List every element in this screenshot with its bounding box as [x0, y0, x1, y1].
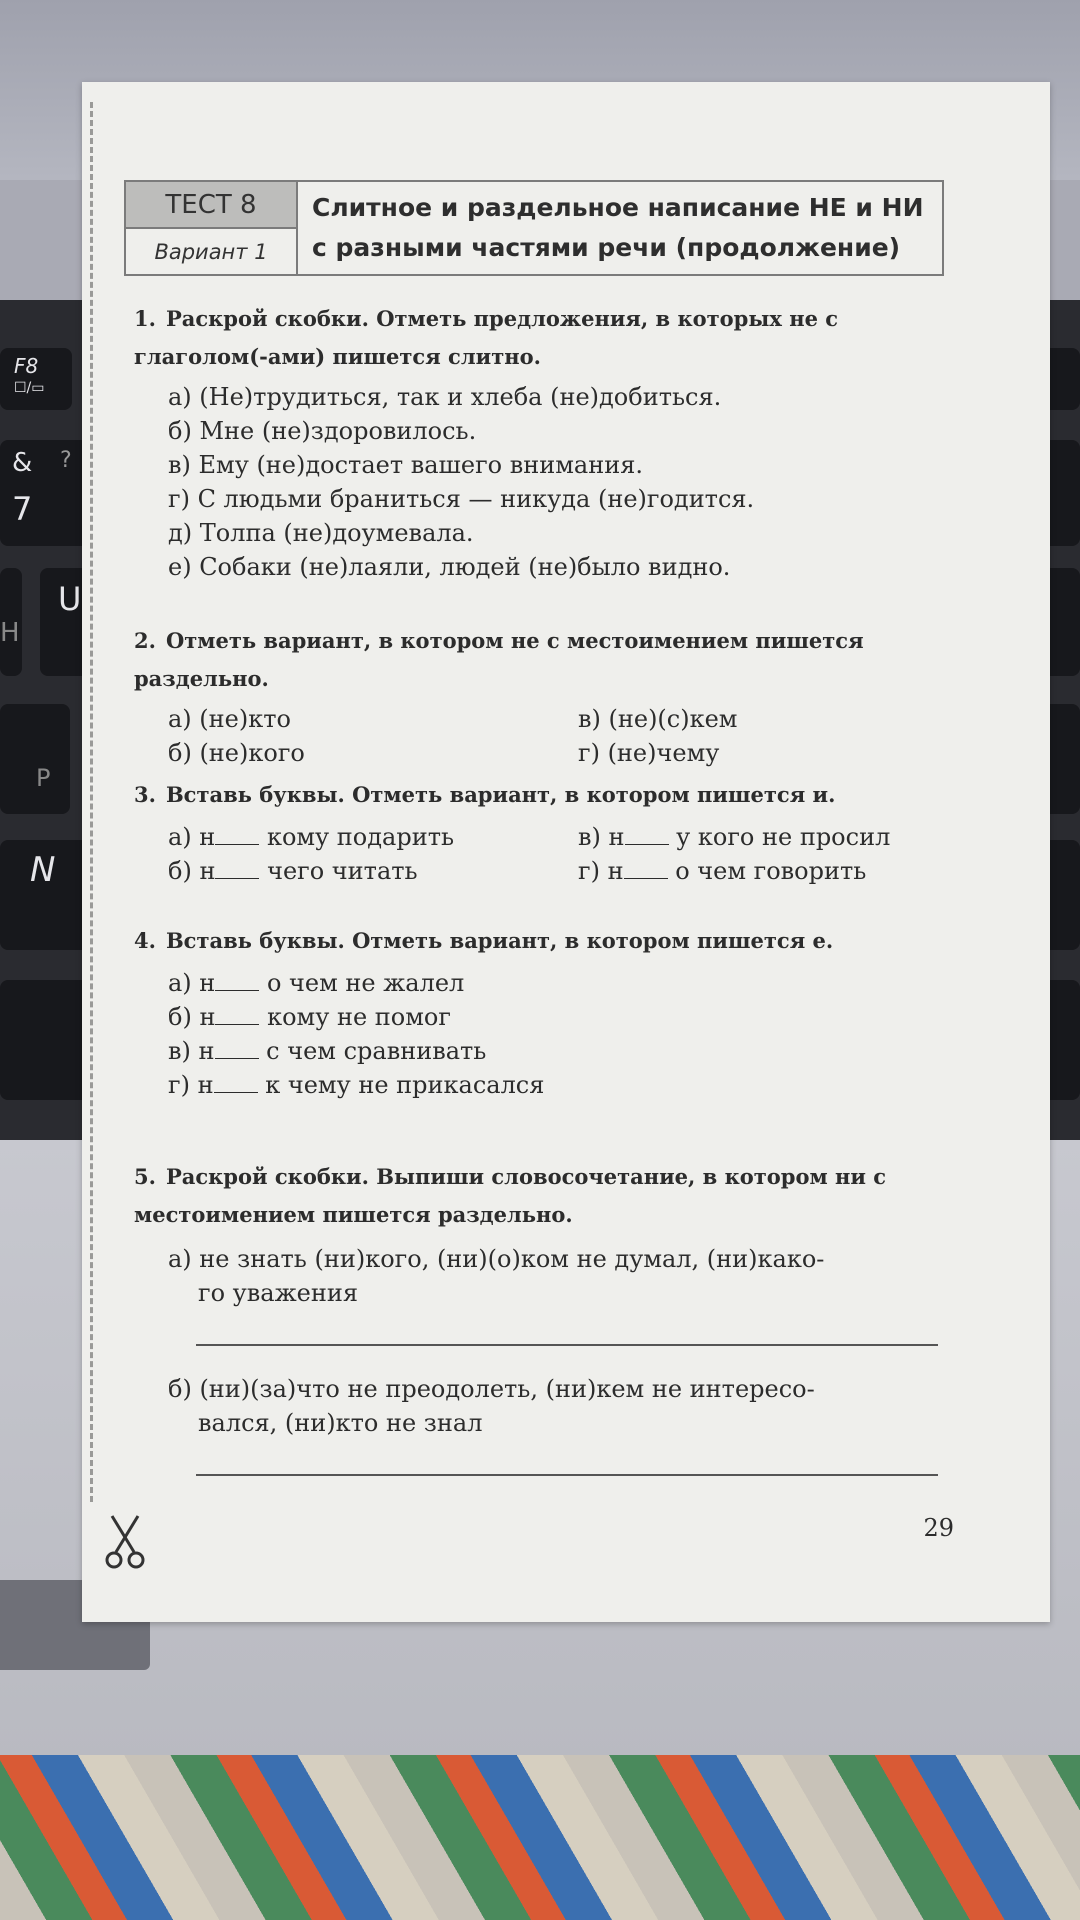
option-d: д) Толпа (не)доумевала. — [168, 519, 474, 547]
key-space-left — [0, 980, 90, 1100]
key-f8: F8 ☐/▭ — [0, 348, 72, 410]
option-a: а) (не)кто — [168, 705, 291, 733]
option-b: б) н кому не помог — [168, 1003, 451, 1031]
option-b: б) Мне (не)здоровилось. — [168, 417, 477, 445]
question-text: 3. Вставь буквы. Отметь вариант, в котором пишется и. — [134, 782, 836, 807]
worksheet-page — [82, 82, 1050, 1622]
test-title-line2: с разными частями речи (продолжение) — [312, 233, 901, 262]
key-n: N — [0, 840, 90, 950]
cloth-background — [0, 1755, 1080, 1920]
question-3 — [134, 776, 954, 888]
option-a: а) н о чем не жалел — [168, 969, 465, 997]
option-b: б) (не)кого — [168, 739, 305, 767]
option-v: в) (не)(с)кем — [578, 705, 738, 733]
option-a: а) (Не)трудиться, так и хлеба (не)добиться. — [168, 383, 722, 411]
question-2 — [134, 622, 954, 770]
test-title-line1: Слитное и раздельное написание НЕ и НИ — [312, 193, 924, 222]
option-v: в) н с чем сравнивать — [168, 1037, 487, 1065]
key-h: H — [0, 568, 22, 676]
test-title — [298, 182, 942, 274]
question-5 — [134, 1158, 954, 1476]
variant-label: Вариант 1 — [154, 239, 268, 264]
scissors-icon — [102, 1512, 148, 1572]
question-text: 2. Отметь вариант, в котором не с местоимением пишется раздельно. — [134, 628, 864, 691]
test-header — [124, 180, 944, 276]
question-1 — [134, 300, 954, 584]
key-p: P — [0, 704, 70, 814]
option-g: г) н о чем говорить — [578, 857, 867, 885]
cut-line — [90, 102, 93, 1502]
key-7: & ? 7 — [0, 440, 90, 546]
question-4 — [134, 922, 954, 1102]
answer-line-b[interactable] — [196, 1440, 938, 1476]
option-g: г) (не)чему — [578, 739, 720, 767]
option-g: г) н к чему не прикасался — [168, 1071, 545, 1099]
option-b: б) (ни)(за)что не преодолеть, (ни)кем не интересо- вался, (ни)кто не знал — [168, 1375, 815, 1437]
question-text: 1. Раскрой скобки. Отметь предложения, в которых не с глаголом(-ами) пишется слитно. — [134, 306, 839, 369]
option-v: в) Ему (не)достает вашего внимания. — [168, 451, 643, 479]
question-text: 4. Вставь буквы. Отметь вариант, в котором пишется е. — [134, 928, 834, 953]
option-a: а) н кому подарить — [168, 823, 455, 851]
option-a: а) не знать (ни)кого, (ни)(о)ком не думал, (ни)како- го уважения — [168, 1245, 825, 1307]
option-g: г) С людьми браниться — никуда (не)годится. — [168, 485, 755, 513]
key-u: U — [40, 568, 100, 676]
answer-line-a[interactable] — [196, 1310, 938, 1346]
question-text: 5. Раскрой скобки. Выпиши словосочетание, в котором ни с местоимением пишется раздельно. — [134, 1164, 887, 1227]
option-e: е) Собаки (не)лаяли, людей (не)было видно. — [168, 553, 731, 581]
test-number: ТЕСТ 8 — [126, 182, 296, 229]
page-number: 29 — [923, 1514, 954, 1542]
option-v: в) н у кого не просил — [578, 823, 891, 851]
option-b: б) н чего читать — [168, 857, 418, 885]
